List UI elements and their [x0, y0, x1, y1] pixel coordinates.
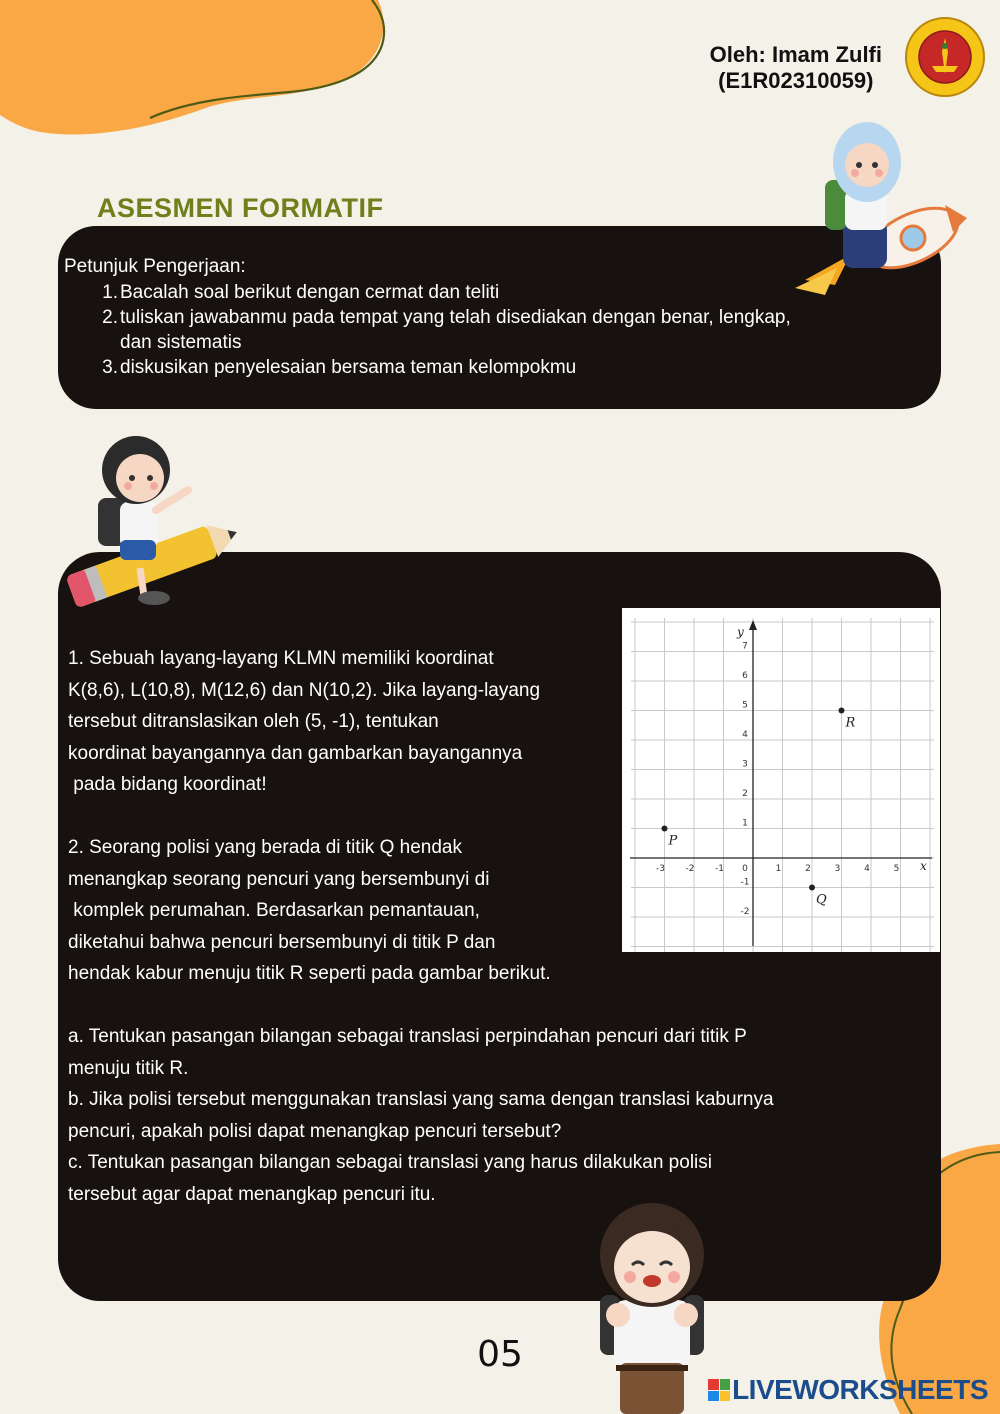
point-p [662, 826, 668, 832]
y-tick-label: 4 [742, 730, 748, 740]
x-axis-label: x [920, 859, 927, 873]
liveworksheets-logo [708, 1374, 988, 1406]
x-tick-label: 1 [775, 864, 782, 874]
author-credit [710, 42, 882, 94]
instruction-text: diskusikan penyelesaian bersama teman kelompokmu [120, 357, 577, 378]
instructions-heading: Petunjuk Pengerjaan: [64, 256, 246, 277]
x-tick-label: 4 [864, 864, 870, 874]
instruction-number: 2. [102, 307, 118, 328]
y-tick-label: 1 [742, 818, 748, 829]
instruction-item [98, 305, 938, 355]
point-q [809, 885, 815, 891]
y-tick-label: -1 [740, 877, 750, 888]
y-tick-label: 2 [742, 789, 748, 799]
x-tick-label: -3 [656, 864, 665, 874]
x-tick-label: 3 [834, 864, 841, 874]
y-tick-label: -2 [740, 907, 750, 917]
coordinate-grid-figure [622, 608, 940, 952]
university-seal-logo [904, 16, 986, 98]
instruction-number: 1. [102, 282, 118, 303]
author-id: (E1R02310059) [718, 68, 874, 93]
x-tick-label: -1 [715, 864, 724, 874]
instruction-text: tuliskan jawabanmu pada tempat yang telah disediakan dengan benar, lengkap, dan sistematis [120, 307, 791, 353]
decorative-blob-top-left [0, 0, 400, 150]
x-tick-label: -2 [685, 864, 695, 874]
point-label-r: R [845, 715, 856, 731]
x-tick-label: 5 [893, 864, 900, 874]
point-r [839, 708, 845, 714]
page-number: 05 [477, 1334, 523, 1375]
author-name: Oleh: Imam Zulfi [709, 42, 882, 67]
x-tick-label: 2 [805, 864, 811, 874]
coordinate-plane [622, 608, 940, 952]
liveworksheets-wordmark: LIVEWORKSHEETS [732, 1374, 988, 1405]
question-1: 1. Sebuah layang-layang KLMN memiliki koordinat K(8,6), L(10,8), M(12,6) dan N(10,2). Jika layang-layang tersebut ditranslasikan oleh (5, -1), tentukan koordinat bayangannya dan gambarkan bayangannya pada bidang koordinat! [68, 648, 541, 795]
point-label-q: Q [816, 892, 827, 908]
instruction-number: 3. [102, 357, 118, 378]
y-tick-label: 5 [742, 700, 748, 711]
instruction-item [98, 355, 938, 380]
x-tick-label: 0 [742, 864, 748, 874]
y-axis-label: y [737, 625, 744, 639]
section-title: ASESMEN FORMATIF [97, 193, 384, 223]
question-2-parts: a. Tentukan pasangan bilangan sebagai translasi perpindahan pencuri dari titik P menuju titik R. b. Jika polisi tersebut menggunakan translasi yang sama dengan translasi kaburnya pencuri, apakah polisi dapat menangkap pencuri tersebut? c. Tentukan pasangan bilangan sebagai translasi yang harus dilakukan polisi tersebut agar dapat menangkap pencuri itu. [68, 1026, 774, 1205]
instruction-text: Bacalah soal berikut dengan cermat dan teliti [120, 282, 500, 303]
liveworksheets-icon [708, 1379, 730, 1401]
y-tick-label: 3 [742, 759, 748, 770]
girl-on-rocket-illustration [795, 110, 970, 310]
question-2: 2. Seorang polisi yang berada di titik Q hendak menangkap seorang pencuri yang bersembunyi di komplek perumahan. Berdasarkan pemantauan, diketahui bahwa pencuri bersembunyi di titik P dan hendak kabur menuju titik R seperti pada gambar berikut. [68, 837, 551, 984]
boy-on-pencil-illustration [58, 418, 248, 610]
point-label-p: P [668, 833, 678, 849]
y-tick-label: 6 [742, 671, 748, 681]
cheerful-boy-illustration [592, 1195, 712, 1414]
y-tick-label: 7 [742, 641, 748, 652]
